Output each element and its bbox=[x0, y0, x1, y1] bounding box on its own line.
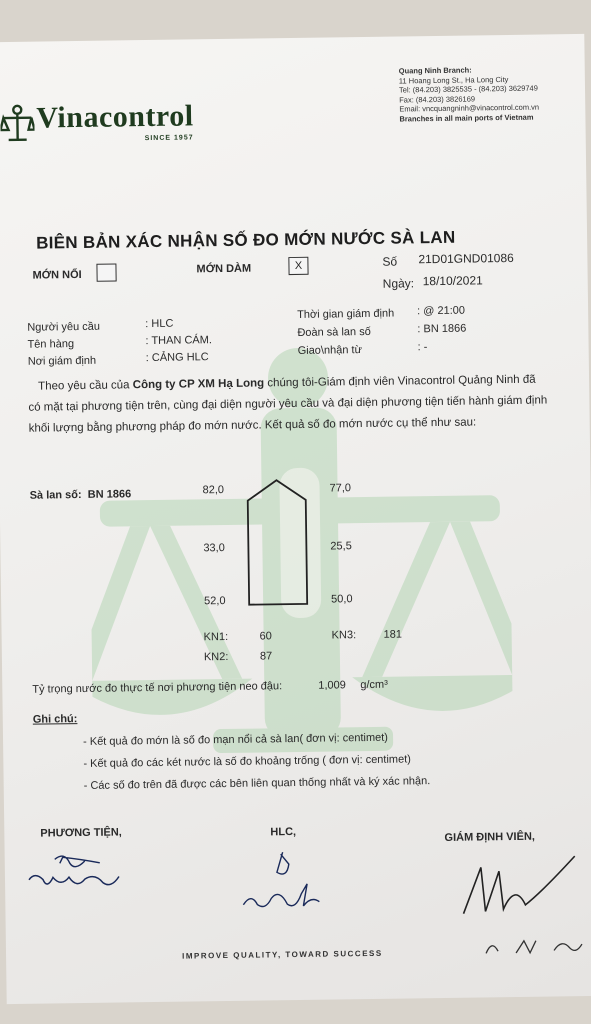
draft-right-mid: 25,5 bbox=[330, 540, 352, 553]
info-value-time: : @ 21:00 bbox=[417, 304, 466, 318]
info-label-barge-group: Đoàn sà lan số bbox=[297, 325, 371, 339]
branch-line: 11 Hoang Long St., Ha Long City bbox=[398, 74, 509, 86]
note-item: - Kết quả đo mớn là số đo mạn nổi cả sà lan( đơn vị: centimet) bbox=[83, 731, 389, 748]
info-label-requester: Người yêu cầu bbox=[27, 320, 101, 334]
brand-name: Vinacontrol bbox=[36, 99, 194, 135]
brand-since: SINCE 1957 bbox=[144, 134, 194, 143]
draft-right-top: 77,0 bbox=[329, 482, 352, 495]
document-page bbox=[0, 34, 591, 1004]
info-label-place: Nơi giám định bbox=[27, 354, 97, 368]
mon-dam-label: MỚN DÀM bbox=[196, 262, 252, 276]
density-unit: g/cm³ bbox=[360, 678, 388, 692]
company-name: Công ty CP XM Hạ Long bbox=[132, 377, 265, 392]
note-item: - Kết quả đo các két nước là số đo khoảng trống ( đơn vị: centimet) bbox=[83, 753, 411, 770]
vinacontrol-logo-icon bbox=[0, 102, 35, 144]
doc-number: 21D01GND01086 bbox=[418, 250, 514, 267]
doc-date: 18/10/2021 bbox=[422, 273, 483, 289]
info-value-goods: : THAN CÁM. bbox=[145, 334, 213, 348]
branch-line: Email: vncquangninh@vinacontrol.com.vn bbox=[399, 102, 540, 114]
branch-info bbox=[399, 65, 540, 124]
density-label: Tỷ trọng nước đo thực tế nơi phương tiện neo đậu: bbox=[32, 680, 283, 696]
mon-noi-checkbox[interactable] bbox=[96, 263, 116, 281]
kn1-label: KN1: bbox=[203, 630, 229, 644]
kn3-value: 181 bbox=[383, 628, 403, 641]
barge-label bbox=[30, 488, 132, 501]
draft-left-bot: 52,0 bbox=[204, 594, 226, 608]
info-label-delivery: Giao\nhận từ bbox=[297, 344, 362, 357]
branch-title: Quang Ninh Branch: bbox=[398, 65, 472, 76]
kn2-value: 87 bbox=[259, 650, 273, 663]
note-item: - Các số đo trên đã được các bên liên quan thống nhất và ký xác nhận. bbox=[83, 775, 431, 792]
signature-label-inspector: GIÁM ĐỊNH VIÊN, bbox=[444, 830, 535, 844]
info-value-delivery: : - bbox=[417, 341, 428, 354]
notes-title: Ghi chú: bbox=[32, 713, 78, 726]
kn2-label: KN2: bbox=[203, 650, 229, 664]
barge-label-text: Sà lan số: bbox=[29, 488, 82, 502]
branch-line: Fax: (84.203) 3826169 bbox=[399, 93, 476, 105]
mon-noi-label: MỚN NỔI bbox=[32, 268, 82, 282]
barge-number: BN 1866 bbox=[87, 488, 132, 501]
signature-label-vehicle: PHƯƠNG TIỆN, bbox=[40, 826, 122, 840]
doc-number-label: Số bbox=[382, 254, 398, 269]
branch-line: Tel: (84.203) 3825535 - (84.203) 3629749 bbox=[398, 83, 538, 95]
branch-footer: Branches in all main ports of Vietnam bbox=[399, 112, 534, 124]
para-before: Theo yêu cầu của bbox=[38, 379, 133, 393]
kn3-label: KN3: bbox=[331, 629, 357, 642]
kn1-value: 60 bbox=[259, 630, 272, 643]
barge-outline-icon bbox=[243, 478, 315, 609]
info-label-goods: Tên hàng bbox=[27, 338, 75, 351]
draft-left-mid: 33,0 bbox=[203, 541, 225, 555]
para-after: chúng tôi-Giám định viên Vinacontrol Quảng Ninh đã có mặt tại phương tiện trên, cùng đại diện người yêu cầu và đại diện phương tiện tiến hành giám định khối lượng bằng phương pháp đo mớn nước. Kết quả số đo mớn nước cụ thể như sau: bbox=[28, 373, 548, 435]
signature-label-hlc: HLC, bbox=[270, 826, 297, 839]
density-value: 1,009 bbox=[318, 679, 346, 692]
draft-right-bot: 50,0 bbox=[331, 593, 353, 606]
info-value-requester: : HLC bbox=[145, 317, 174, 331]
info-label-time: Thời gian giám định bbox=[297, 307, 395, 321]
mon-dam-checkbox[interactable]: X bbox=[288, 257, 308, 275]
intro-paragraph bbox=[28, 369, 549, 439]
document-title: BIÊN BẢN XÁC NHẬN SỐ ĐO MỚN NƯỚC SÀ LAN bbox=[35, 227, 456, 253]
draft-left-top: 82,0 bbox=[202, 483, 225, 497]
footer-slogan: IMPROVE QUALITY, TOWARD SUCCESS bbox=[182, 948, 383, 961]
info-value-place: : CẢNG HLC bbox=[145, 351, 209, 365]
doc-date-label: Ngày: bbox=[382, 276, 415, 291]
info-value-barge-group: : BN 1866 bbox=[417, 322, 467, 336]
